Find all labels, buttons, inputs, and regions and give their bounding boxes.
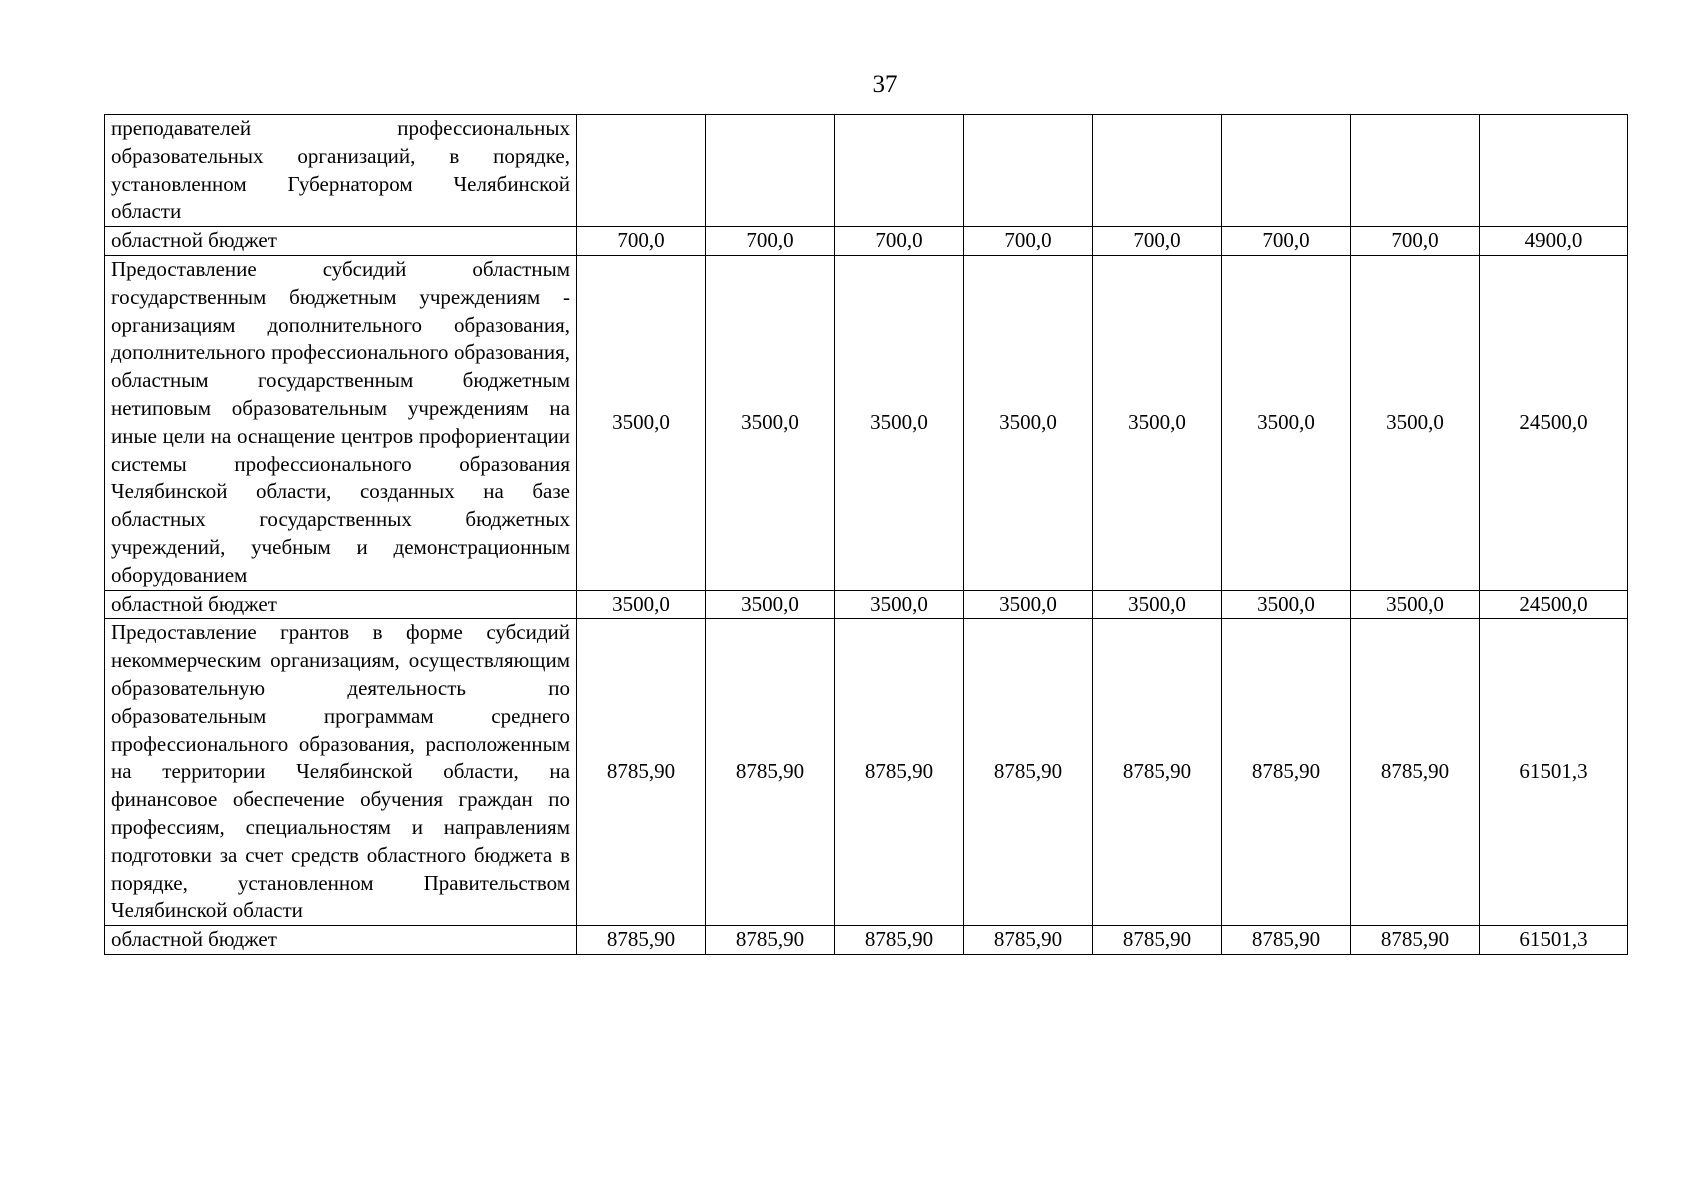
year-value-cell: 8785,90 [1222,926,1351,955]
budget-source-label: областной бюджет [105,926,577,955]
table-body [105,115,1628,955]
year-value-cell: 3500,0 [964,590,1093,619]
year-value-cell: 3500,0 [706,255,835,590]
year-value-cell [1351,115,1480,227]
program-description: преподавателей профессиональных образовательных организаций, в порядке, установленном Губернатором Челябинской области [105,115,577,227]
program-item-row [105,115,1628,227]
year-value-cell: 8785,90 [1093,619,1222,926]
year-value-cell [577,115,706,227]
year-value-cell: 3500,0 [964,255,1093,590]
year-value-cell: 8785,90 [577,619,706,926]
year-value-cell: 3500,0 [1351,590,1480,619]
year-value-cell: 3500,0 [1351,255,1480,590]
year-value-cell: 8785,90 [1093,926,1222,955]
year-value-cell: 3500,0 [1222,590,1351,619]
year-value-cell: 8785,90 [835,619,964,926]
year-value-cell: 3500,0 [835,590,964,619]
year-value-cell: 700,0 [1222,227,1351,256]
year-value-cell: 3500,0 [1093,255,1222,590]
year-value-cell: 8785,90 [1351,619,1480,926]
year-value-cell [1222,115,1351,227]
year-value-cell: 700,0 [964,227,1093,256]
year-value-cell: 8785,90 [835,926,964,955]
program-item-row [105,255,1628,590]
budget-row [105,926,1628,955]
year-value-cell: 8785,90 [1351,926,1480,955]
program-description: Предоставление грантов в форме субсидий некоммерческим организациям, осуществляющим образовательную деятельность по образовательным программам среднего профессионального образования, расположенным на территории Челябинской области, на финансовое обеспечение обучения граждан по профессиям, специальностям и направлениям подготовки за счет средств областного бюджета в порядке, установленном Правительством Челябинской области [105,619,577,926]
year-value-cell: 700,0 [1351,227,1480,256]
year-value-cell: 8785,90 [1222,619,1351,926]
total-value-cell [1480,115,1628,227]
budget-row [105,227,1628,256]
year-value-cell: 3500,0 [706,590,835,619]
year-value-cell: 8785,90 [706,926,835,955]
year-value-cell: 700,0 [706,227,835,256]
year-value-cell [964,115,1093,227]
budget-source-label: областной бюджет [105,227,577,256]
year-value-cell: 700,0 [577,227,706,256]
total-value-cell: 61501,3 [1480,619,1628,926]
year-value-cell: 8785,90 [964,619,1093,926]
year-value-cell: 700,0 [835,227,964,256]
budget-row [105,590,1628,619]
budget-source-label: областной бюджет [105,590,577,619]
year-value-cell: 3500,0 [835,255,964,590]
year-value-cell [835,115,964,227]
page-number: 37 [872,71,898,98]
year-value-cell: 3500,0 [577,590,706,619]
budget-table [104,114,1628,955]
program-description: Предоставление субсидий областным государственным бюджетным учреждениям - организациям дополнительного образования, дополнительного профессионального образования, областным государственным бюджетным нетиповым образовательным учреждениям на иные цели на оснащение центров профориентации системы профессионального образования Челябинской области, созданных на базе областных государственных бюджетных учреждений, учебным и демонстрационным оборудованием [105,255,577,590]
year-value-cell [1093,115,1222,227]
year-value-cell [706,115,835,227]
year-value-cell: 8785,90 [964,926,1093,955]
total-value-cell: 24500,0 [1480,590,1628,619]
total-value-cell: 4900,0 [1480,227,1628,256]
year-value-cell: 3500,0 [1093,590,1222,619]
total-value-cell: 24500,0 [1480,255,1628,590]
year-value-cell: 700,0 [1093,227,1222,256]
total-value-cell: 61501,3 [1480,926,1628,955]
program-item-row [105,619,1628,926]
year-value-cell: 3500,0 [1222,255,1351,590]
year-value-cell: 8785,90 [706,619,835,926]
year-value-cell: 8785,90 [577,926,706,955]
year-value-cell: 3500,0 [577,255,706,590]
